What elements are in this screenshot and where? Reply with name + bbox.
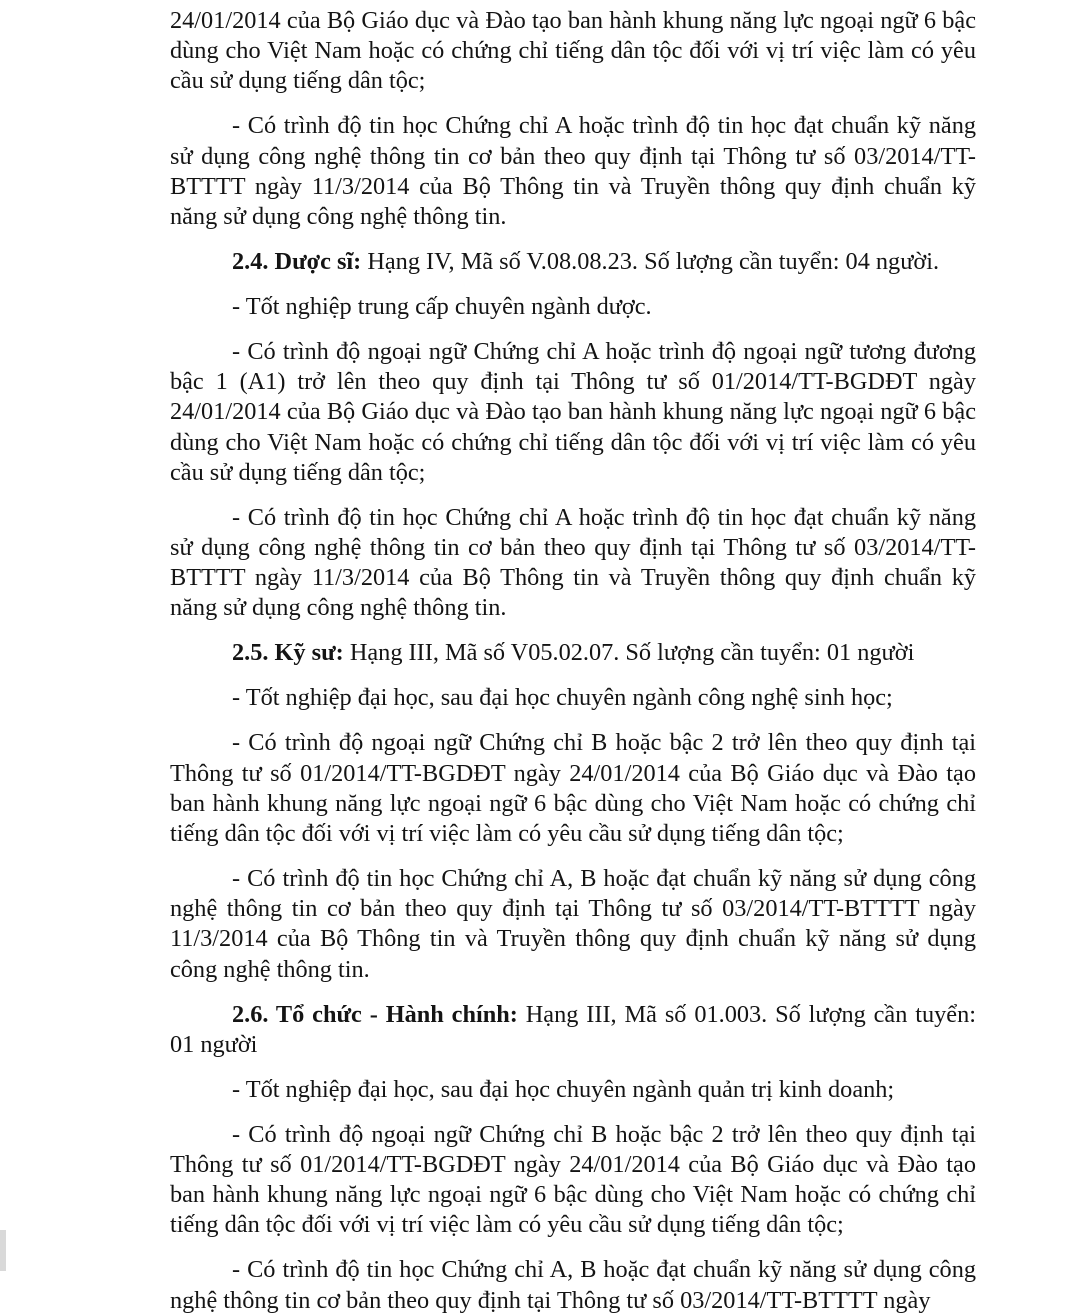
bullet-it-requirement: [170, 503, 976, 624]
section-heading-label: 2.6. Tổ chức - Hành chính:: [232, 1000, 518, 1028]
paragraph-text: - Có trình độ tin học Chứng chỉ A, B hoặc đạt chuẩn kỹ năng sử dụng công nghệ thông tin cơ bản theo quy định tại Thông tư số 03/2014/TT-BTTTT ngày: [170, 1256, 976, 1314]
bullet-language-requirement: [170, 1120, 976, 1241]
section-heading-text: Hạng IV, Mã số V.08.08.23. Số lượng cần tuyển: 04 người.: [361, 248, 940, 276]
section-heading-label: 2.4. Dược sĩ:: [232, 248, 362, 276]
paragraph-text: - Có trình độ tin học Chứng chỉ A hoặc trình độ tin học đạt chuẩn kỹ năng sử dụng công nghệ thông tin cơ bản theo quy định tại Thông tư số 03/2014/TT-BTTTT ngày 11/3/2014 của Bộ Thông tin và Truyền thông quy định chuẩn kỹ năng sử dụng công nghệ thông tin.: [170, 503, 976, 622]
scan-edge-mark: [0, 1230, 6, 1271]
bullet-language-requirement: [170, 337, 976, 488]
section-heading-text: Hạng III, Mã số 01.003. Số lượng cần tuyển: 01 người: [170, 1000, 976, 1058]
paragraph-continuation: [170, 6, 976, 97]
paragraph-text: - Tốt nghiệp trung cấp chuyên ngành dược.: [232, 293, 652, 321]
bullet-it-requirement: [170, 111, 976, 232]
paragraph-text: - Tốt nghiệp đại học, sau đại học chuyên ngành quản trị kinh doanh;: [232, 1075, 895, 1103]
bullet-education-requirement: [170, 683, 976, 713]
section-heading-text: Hạng III, Mã số V05.02.07. Số lượng cần tuyển: 01 người: [343, 639, 915, 667]
bullet-language-requirement: [170, 728, 976, 849]
section-heading-label: 2.5. Kỹ sư:: [232, 639, 344, 667]
bullet-education-requirement: [170, 1075, 976, 1105]
section-heading-2-4: [170, 247, 976, 277]
paragraph-text: - Có trình độ ngoại ngữ Chứng chỉ B hoặc bậc 2 trở lên theo quy định tại Thông tư số 01/2014/TT-BGDĐT ngày 24/01/2014 của Bộ Giáo dục và Đào tạo ban hành khung năng lực ngoại ngữ 6 bậc dùng cho Việt Nam hoặc có chứng chỉ tiếng dân tộc đối với vị trí việc làm có yêu cầu sử dụng tiếng dân tộc;: [170, 729, 976, 848]
section-heading-2-6: [170, 1000, 976, 1060]
paragraph-text: - Có trình độ ngoại ngữ Chứng chỉ B hoặc bậc 2 trở lên theo quy định tại Thông tư số 01/2014/TT-BGDĐT ngày 24/01/2014 của Bộ Giáo dục và Đào tạo ban hành khung năng lực ngoại ngữ 6 bậc dùng cho Việt Nam hoặc có chứng chỉ tiếng dân tộc đối với vị trí việc làm có yêu cầu sử dụng tiếng dân tộc;: [170, 1120, 976, 1239]
paragraph-text: - Tốt nghiệp đại học, sau đại học chuyên ngành công nghệ sinh học;: [232, 684, 893, 712]
paragraph-text: - Có trình độ ngoại ngữ Chứng chỉ A hoặc trình độ ngoại ngữ tương đương bậc 1 (A1) trở lên theo quy định tại Thông tư số 01/2014/TT-BGDĐT ngày 24/01/2014 của Bộ Giáo dục và Đào tạo ban hành khung năng lực ngoại ngữ 6 bậc dùng cho Việt Nam hoặc có chứng chỉ tiếng dân tộc đối với vị trí việc làm có yêu cầu sử dụng tiếng dân tộc;: [170, 338, 976, 486]
bullet-it-requirement: [170, 864, 976, 985]
bullet-it-requirement: [170, 1255, 976, 1315]
document-page: [170, 6, 976, 1316]
paragraph-text: 24/01/2014 của Bộ Giáo dục và Đào tạo ban hành khung năng lực ngoại ngữ 6 bậc dùng cho Việt Nam hoặc có chứng chỉ tiếng dân tộc đối với vị trí việc làm có yêu cầu sử dụng tiếng dân tộc;: [170, 7, 976, 95]
paragraph-text: - Có trình độ tin học Chứng chỉ A hoặc trình độ tin học đạt chuẩn kỹ năng sử dụng công nghệ thông tin cơ bản theo quy định tại Thông tư số 03/2014/TT-BTTTT ngày 11/3/2014 của Bộ Thông tin và Truyền thông quy định chuẩn kỹ năng sử dụng công nghệ thông tin.: [170, 112, 976, 231]
bullet-education-requirement: [170, 292, 976, 322]
paragraph-text: - Có trình độ tin học Chứng chỉ A, B hoặc đạt chuẩn kỹ năng sử dụng công nghệ thông tin cơ bản theo quy định tại Thông tư số 03/2014/TT-BTTTT ngày 11/3/2014 của Bộ Thông tin và Truyền thông quy định chuẩn kỹ năng sử dụng công nghệ thông tin.: [170, 865, 976, 983]
section-heading-2-5: [170, 638, 976, 668]
